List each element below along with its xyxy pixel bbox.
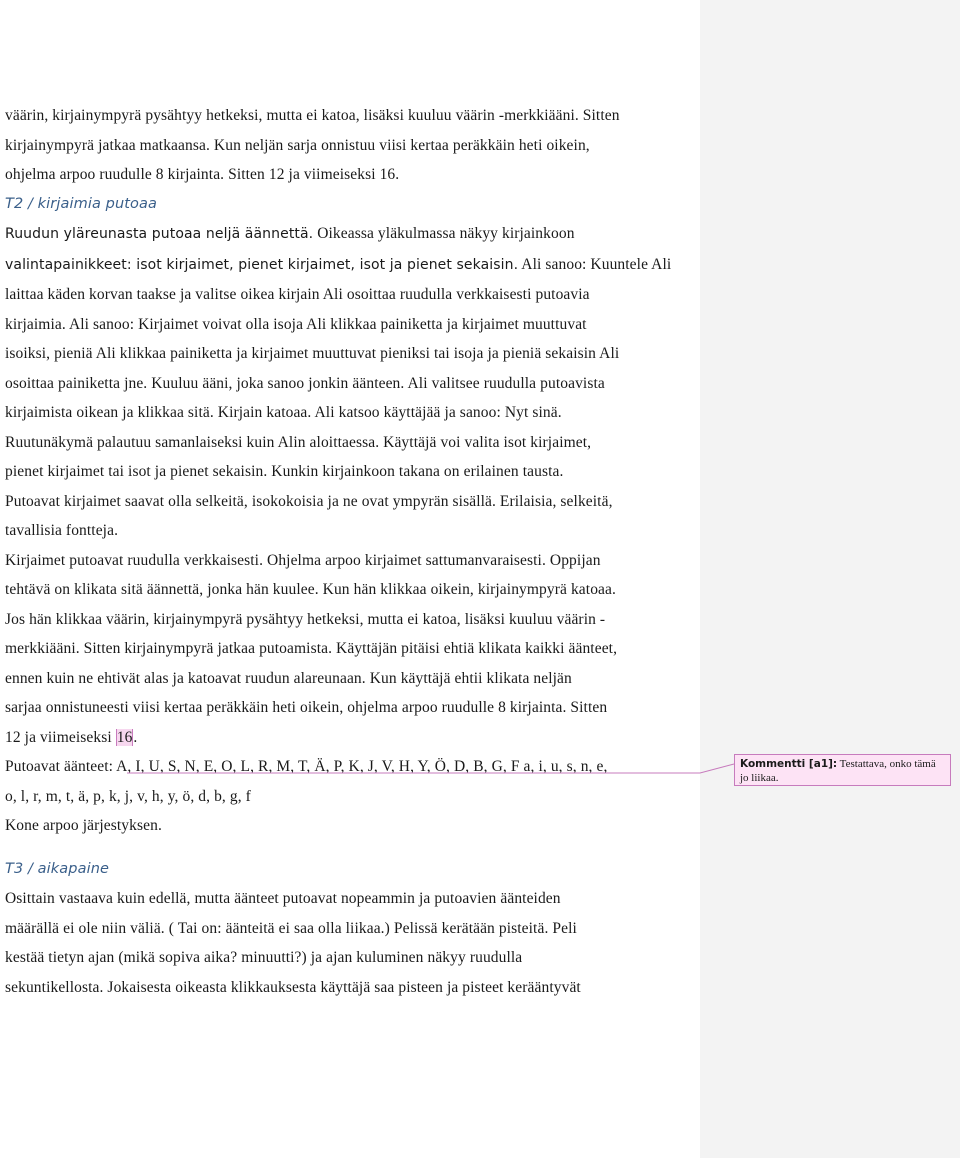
- paragraph-line: väärin, kirjainympyrä pysähtyy hetkeksi, mutta ei katoa, lisäksi kuuluu väärin -merkkiääni. Sitten: [5, 107, 620, 124]
- t2-buttons-rest: Ali sanoo: Kuuntele Ali: [518, 255, 672, 273]
- paragraph-line: Kone arpoo järjestyksen.: [5, 817, 162, 834]
- anchor-post: .: [133, 728, 138, 746]
- paragraph-line: Osittain vastaava kuin edellä, mutta äänteet putoavat nopeammin ja putoavien äänteiden: [5, 890, 561, 907]
- comment-label: Kommentti [a1]:: [740, 758, 838, 770]
- comment-balloon[interactable]: [734, 754, 951, 786]
- heading-t3: T3 / aikapaine: [5, 860, 110, 877]
- document-body[interactable]: [5, 101, 695, 1002]
- paragraph-line: o, l, r, m, t, ä, p, k, j, v, h, y, ö, d, b, g, f: [5, 787, 251, 805]
- paragraph-line: sarjaa onnistuneesti viisi kertaa peräkkäin heti oikein, ohjelma arpoo ruudulle 8 kirjainta. Sitten: [5, 699, 608, 716]
- paragraph-line: sekuntikellosta. Jokaisesta oikeasta klikkauksesta käyttäjä saa pisteen ja pisteet kerääntyvät: [5, 978, 581, 996]
- anchor-pre: 12 ja viimeiseksi: [5, 728, 116, 746]
- paragraph-line: ennen kuin ne ehtivät alas ja katoavat ruudun alareunaan. Kun käyttäjä ehtii klikata neljän: [5, 669, 572, 687]
- paragraph-line: tehtävä on klikata sitä äännettä, jonka hän kuulee. Kun hän klikkaa oikein, kirjainympyrä katoaa.: [5, 581, 616, 598]
- paragraph-line: Putoavat äänteet: A, I, U, S, N, E, O, L, R, M, T, Ä, P, K, J, V, H, Y, Ö, D, B, G, F a, i, u, s, n, e,: [5, 758, 608, 775]
- paragraph-line: Putoavat kirjaimet saavat olla selkeitä, isokokoisia ja ne ovat ympyrän sisällä. Erilaisia, selkeitä,: [5, 492, 613, 510]
- paragraph-line: kestää tietyn ajan (mikä sopiva aika? minuutti?) ja ajan kuluminen näkyy ruudulla: [5, 949, 523, 966]
- paragraph-line: kirjaimista oikean ja klikkaa sitä. Kirjain katoaa. Ali katsoo käyttäjää ja sanoo: Nyt sinä.: [5, 404, 562, 421]
- comment-anchor[interactable]: 16: [116, 728, 133, 746]
- paragraph-line: merkkiääni. Sitten kirjainympyrä jatkaa putoamista. Käyttäjän pitäisi ehtiä klikata kaikki äänteet,: [5, 640, 618, 657]
- paragraph-line: Kirjaimet putoavat ruudulla verkkaisesti. Ohjelma arpoo kirjaimet sattumanvaraisesti. Oppijan: [5, 551, 601, 569]
- t2-intro-rest: Oikeassa yläkulmassa näkyy kirjainkoon: [313, 225, 575, 242]
- heading-t2: T2 / kirjaimia putoaa: [5, 195, 157, 212]
- paragraph-line: kirjaimia. Ali sanoo: Kirjaimet voivat olla isoja Ali klikkaa painiketta ja kirjaimet muuttuvat: [5, 315, 587, 333]
- paragraph-line: laittaa käden korvan taakse ja valitse oikea kirjain Ali osoittaa ruudulla verkkaisesti putoavia: [5, 286, 590, 303]
- paragraph-line: [5, 250, 695, 281]
- t2-intro-sentence: Ruudun yläreunasta putoaa neljä äännettä.: [5, 226, 314, 242]
- paragraph-line: [5, 723, 695, 753]
- paragraph-line: [5, 219, 695, 250]
- paragraph-line: ohjelma arpoo ruudulle 8 kirjainta. Sitten 12 ja viimeiseksi 16.: [5, 166, 400, 183]
- paragraph-line: määrällä ei ole niin väliä. ( Tai on: äänteitä ei saa olla liikaa.) Pelissä kerätään pisteitä. Peli: [5, 919, 577, 937]
- paragraph-line: osoittaa painiketta jne. Kuuluu ääni, joka sanoo jonkin äänteen. Ali valitsee ruudulla putoavista: [5, 374, 605, 392]
- paragraph-line: Jos hän klikkaa väärin, kirjainympyrä pysähtyy hetkeksi, mutta ei katoa, lisäksi kuuluu väärin -: [5, 610, 606, 628]
- paragraph-line: Ruutunäkymä palautuu samanlaiseksi kuin Alin aloittaessa. Käyttäjä voi valita isot kirjaimet,: [5, 433, 592, 451]
- t2-buttons-sentence: valintapainikkeet: isot kirjaimet, pienet kirjaimet, isot ja pienet sekaisin.: [5, 256, 519, 273]
- paragraph-line: kirjainympyrä jatkaa matkaansa. Kun neljän sarja onnistuu viisi kertaa peräkkäin heti oikein,: [5, 136, 590, 154]
- comment-text: Testattava, onko tämä jo liikaa.: [740, 758, 936, 784]
- paragraph-line: pienet kirjaimet tai isot ja pienet sekaisin. Kunkin kirjainkoon takana on erilainen tausta.: [5, 463, 564, 480]
- paragraph-line: tavallisia fontteja.: [5, 522, 119, 539]
- comment-margin: [700, 0, 960, 1158]
- paragraph-line: isoiksi, pieniä Ali klikkaa painiketta ja kirjaimet muuttuvat pieniksi tai isoja ja pieniä sekaisin Ali: [5, 345, 620, 362]
